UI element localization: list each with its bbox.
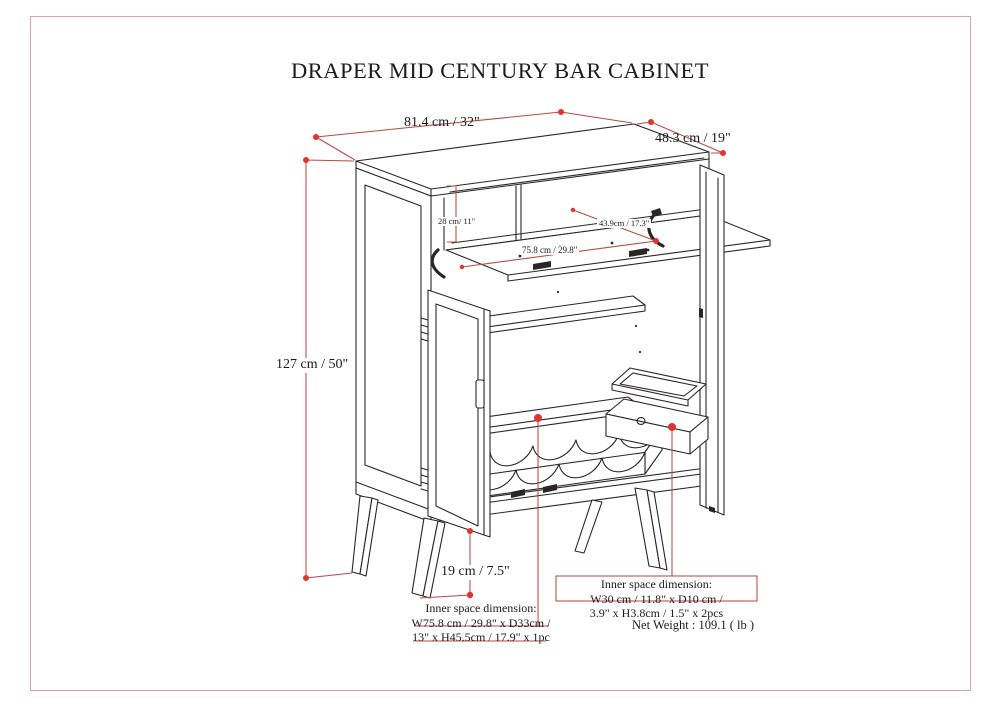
inner-space-main-heading: Inner space dimension: [425, 601, 537, 615]
dim-dropfront-depth: 43.9cm / 17.3" [599, 218, 650, 228]
inner-space-note-main [408, 601, 554, 645]
left-door [421, 290, 490, 537]
dim-height: 127 cm / 50" [276, 357, 349, 372]
dim-top-depth: 48.3 cm / 19" [655, 131, 731, 146]
dim-dropfront-width: 75.8 cm / 29.8" [522, 245, 578, 255]
inner-space-note-door [556, 577, 757, 621]
inner-space-door-heading: Inner space dimension: [600, 577, 713, 591]
inner-space-door-line2: 3.9" x H3.8cm / 1.5" x 2pcs [589, 606, 724, 621]
inner-space-main-line2: 13" x H45.5cm / 17.9" x 1pc [412, 630, 550, 645]
inner-space-door-line1: W30 cm / 11.8" x D10 cm / [590, 591, 723, 606]
left-hinge-stay [432, 250, 444, 277]
net-weight: Net Weight : 109.1 ( lb ) [632, 618, 755, 632]
inner-space-main-line1: W75.8 cm / 29.8" x D33cm / [411, 615, 551, 630]
dim-leg-height: 19 cm / 7.5" [441, 564, 510, 579]
door-handle [476, 380, 484, 408]
dim-top-width: 81.4 cm / 32" [404, 115, 480, 130]
dim-opening-height: 28 cm/ 11" [438, 216, 476, 226]
page-title: DRAPER MID CENTURY BAR CABINET [291, 58, 709, 83]
